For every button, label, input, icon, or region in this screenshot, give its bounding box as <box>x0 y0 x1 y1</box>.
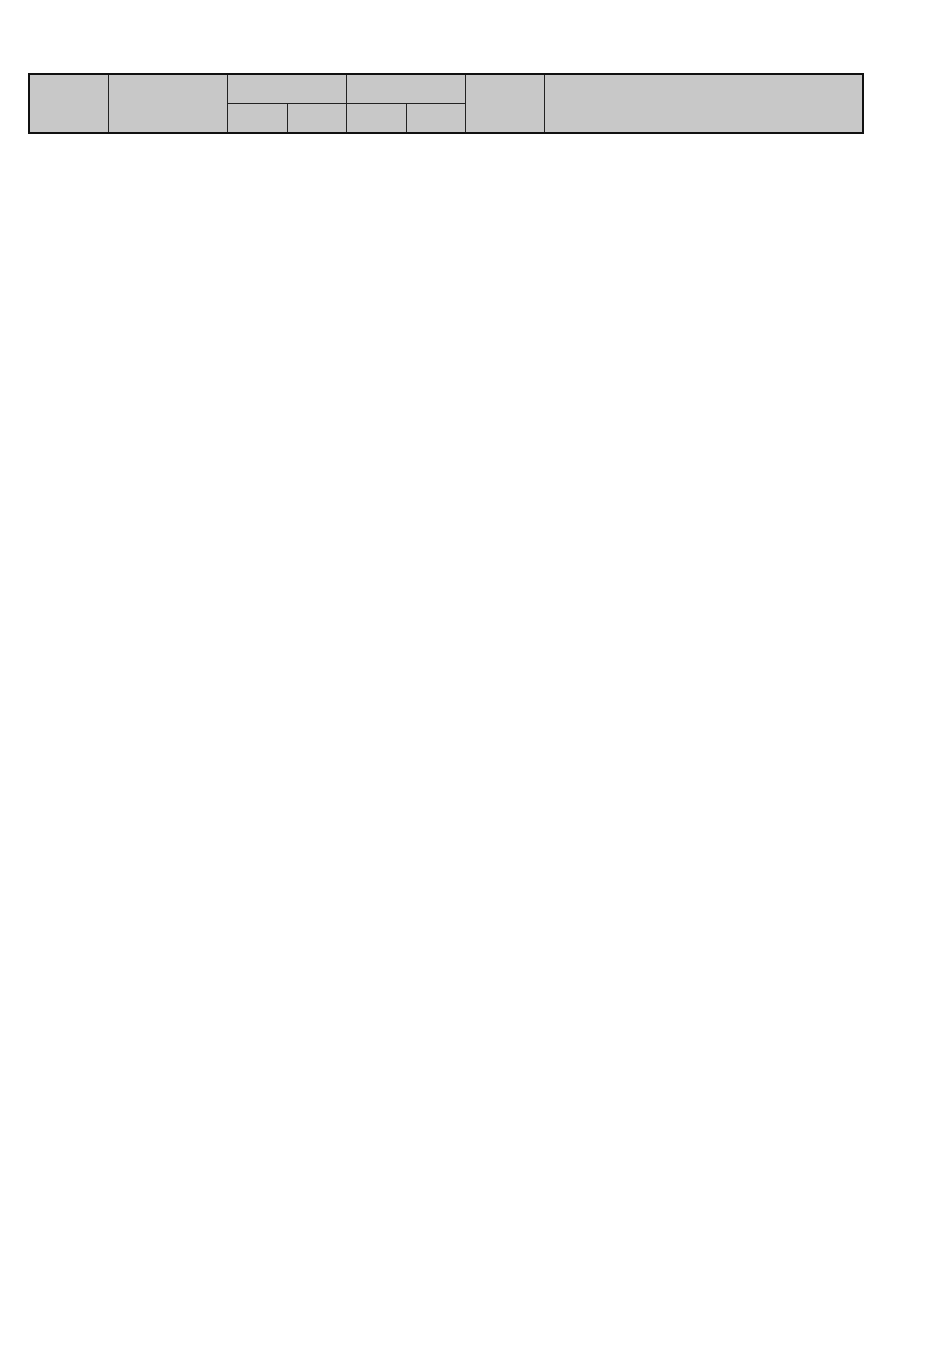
header-port <box>108 74 227 133</box>
header-standby-io <box>227 104 287 134</box>
key-matrix-diagram <box>0 860 950 1280</box>
header-name <box>465 74 544 133</box>
header-operation-io <box>346 104 406 134</box>
section-heading <box>26 792 37 815</box>
header-standby-hl <box>287 104 346 134</box>
header-pin <box>29 74 108 133</box>
header-operation-hl <box>406 104 465 134</box>
header-operation <box>346 74 465 104</box>
header-standby <box>227 74 346 104</box>
header-description <box>544 74 863 133</box>
pin-table <box>28 73 864 134</box>
